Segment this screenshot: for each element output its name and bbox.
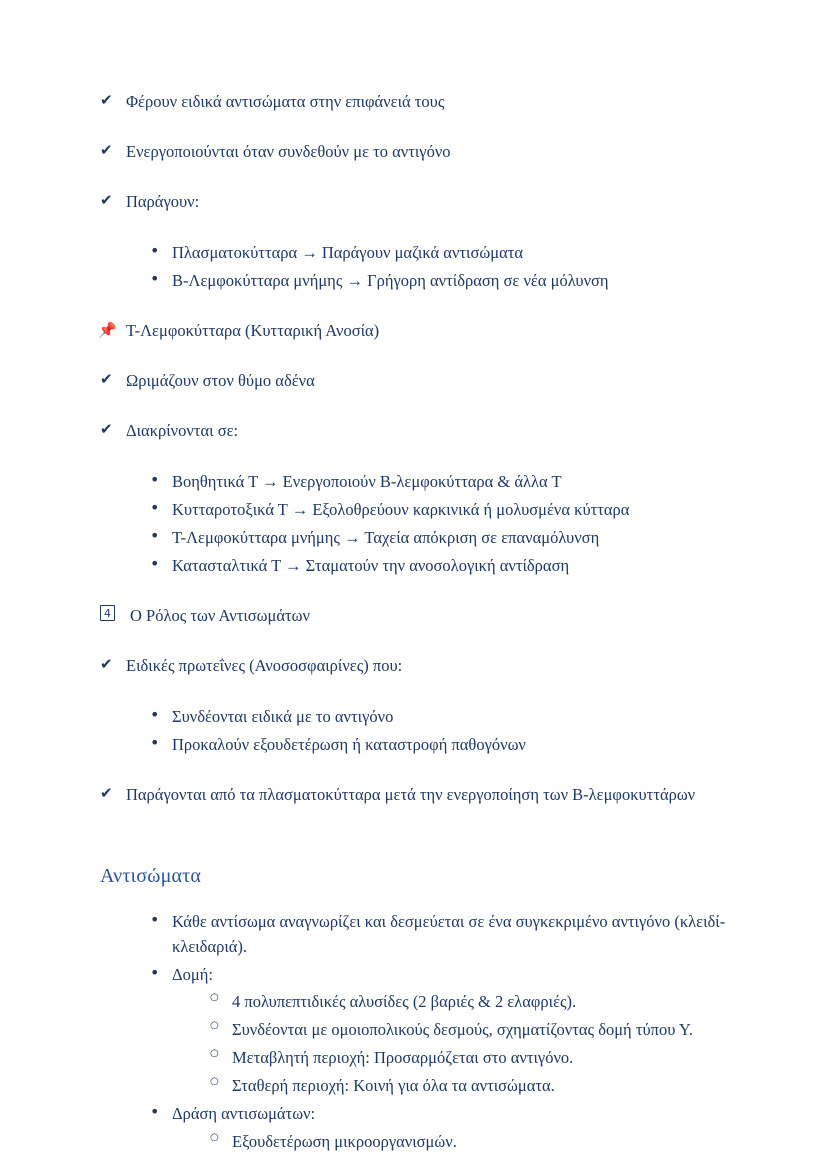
list-item-text: Συνδέονται ειδικά με το αντιγόνο bbox=[172, 706, 394, 726]
list-item bbox=[210, 1017, 728, 1042]
t-lymphocyte-types-list bbox=[100, 469, 728, 578]
check-line-text: Παράγουν: bbox=[126, 191, 200, 211]
list-item-text: Πλασματοκύτταρα → Παράγουν μαζικά αντισώματα bbox=[172, 242, 524, 262]
check-icon: ✔ bbox=[100, 91, 113, 109]
check-icon: ✔ bbox=[100, 784, 113, 802]
list-item-text: Κατασταλτικά Τ → Σταματούν την ανοσολογική αντίδραση bbox=[172, 555, 570, 575]
list-item-text: Εξουδετέρωση μικροοργανισμών. bbox=[232, 1131, 457, 1151]
check-line bbox=[100, 190, 728, 214]
check-line-text: Ωριμάζουν στον θύμο αδένα bbox=[126, 370, 315, 390]
list-item-text: Β-Λεμφοκύτταρα μνήμης → Γρήγορη αντίδραση σε νέα μόλυνση bbox=[172, 270, 609, 290]
list-item bbox=[150, 268, 728, 293]
antibodies-heading: Αντισώματα bbox=[100, 864, 202, 887]
list-item bbox=[150, 909, 728, 959]
check-line bbox=[100, 90, 728, 114]
check-icon: ✔ bbox=[100, 654, 113, 673]
b-lymphocyte-products-list bbox=[100, 240, 728, 293]
list-item bbox=[150, 1101, 728, 1153]
check-line bbox=[100, 783, 728, 807]
list-item-text: Κυτταροτοξικά Τ → Εξολοθρεύουν καρκινικά ή μολυσμένα κύτταρα bbox=[172, 499, 630, 519]
pushpin-icon: 📌 bbox=[98, 320, 117, 339]
list-item bbox=[210, 1073, 728, 1098]
t-lymphocyte-heading bbox=[100, 319, 728, 343]
list-item bbox=[210, 1045, 728, 1070]
list-item bbox=[150, 525, 728, 550]
check-line-text: Ειδικές πρωτεΐνες (Ανοσοσφαιρίνες) που: bbox=[126, 655, 403, 675]
list-item bbox=[150, 732, 728, 757]
list-item-text: Βοηθητικά Τ → Ενεργοποιούν Β-λεμφοκύτταρα & άλλα Τ bbox=[172, 471, 562, 491]
check-line-text: Διακρίνονται σε: bbox=[126, 420, 239, 440]
check-icon: ✔ bbox=[100, 190, 113, 209]
antibody-properties-list bbox=[100, 704, 728, 757]
list-item-text: Σταθερή περιοχή: Κοινή για όλα τα αντισώματα. bbox=[232, 1076, 555, 1096]
t-lymphocyte-heading-text: Τ-Λεμφοκύτταρα (Κυτταρική Ανοσία) bbox=[126, 320, 380, 340]
check-icon: ✔ bbox=[100, 140, 113, 159]
check-line bbox=[100, 140, 728, 164]
list-item-text: Δομή: bbox=[172, 965, 213, 985]
list-item-text: Κάθε αντίσωμα αναγνωρίζει και δεσμεύεται σε ένα συγκεκριμένο αντιγόνο (κλειδί-κλειδαριά). bbox=[172, 911, 726, 956]
check-line bbox=[100, 369, 728, 393]
list-item bbox=[210, 989, 728, 1014]
check-line bbox=[100, 419, 728, 443]
list-item-text: Δράση αντισωμάτων: bbox=[172, 1104, 316, 1124]
list-item bbox=[150, 469, 728, 494]
list-item bbox=[150, 704, 728, 729]
list-item-text: Τ-Λεμφοκύτταρα μνήμης → Ταχεία απόκριση σε επαναμόλυνση bbox=[172, 527, 600, 547]
check-icon: ✔ bbox=[100, 419, 113, 438]
list-item-text: Μεταβλητή περιοχή: Προσαρμόζεται στο αντιγόνο. bbox=[232, 1048, 574, 1068]
list-item-text: 4 πολυπεπτιδικές αλυσίδες (2 βαριές & 2 ελαφριές). bbox=[232, 992, 577, 1012]
list-item bbox=[150, 553, 728, 578]
section-4-title: Ο Ρόλος των Αντισωμάτων bbox=[130, 606, 310, 625]
section-4-heading bbox=[100, 604, 728, 628]
list-item bbox=[150, 962, 728, 1098]
list-item-text: Προκαλούν εξουδετέρωση ή καταστροφή παθογόνων bbox=[172, 734, 526, 754]
check-line-text: Φέρουν ειδικά αντισώματα στην επιφάνειά τους bbox=[126, 92, 445, 111]
check-line bbox=[100, 654, 728, 678]
list-item-text: Συνδέονται με ομοιοπολικούς δεσμούς, σχηματίζοντας δομή τύπου Υ. bbox=[232, 1020, 693, 1040]
check-line-text: Ενεργοποιούνται όταν συνδεθούν με το αντιγόνο bbox=[126, 141, 451, 161]
check-icon: ✔ bbox=[100, 369, 113, 388]
list-item bbox=[150, 497, 728, 522]
list-item bbox=[150, 240, 728, 265]
antibodies-list bbox=[100, 909, 728, 1154]
antibody-action-list bbox=[172, 1129, 728, 1154]
list-item bbox=[210, 1129, 728, 1154]
check-line-text: Παράγονται από τα πλασματοκύτταρα μετά την ενεργοποίηση των Β-λεμφοκυττάρων bbox=[126, 785, 696, 804]
antibody-structure-list bbox=[172, 989, 728, 1098]
section-number-badge: 4 bbox=[100, 605, 115, 621]
